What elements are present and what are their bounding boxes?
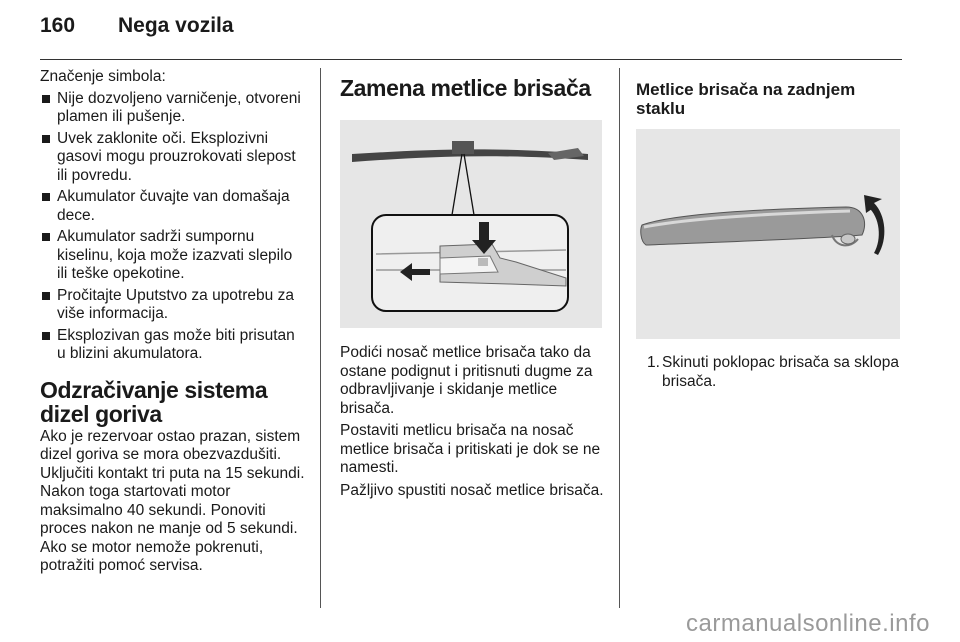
header-rule	[40, 59, 902, 60]
section-heading-diesel: Odzračivanje sistema dizel goriva	[40, 376, 268, 427]
rear-wiper-drawing	[636, 129, 900, 339]
wiper-blade-drawing	[340, 120, 602, 328]
column-left	[40, 68, 305, 576]
column-right	[636, 68, 901, 391]
wiper-step-2: Postaviti metlicu brisača na nosač metlice brisača i pritiskati je dok se ne namesti.	[340, 422, 601, 476]
wiper-step-1: Podići nosač metlice brisača tako da ostane podignut i pritisnuti dugme za odbravljivanje i skidanje metlice brisača.	[340, 344, 593, 417]
column-divider-1	[320, 68, 321, 608]
diesel-body-text: Ako je rezervoar ostao prazan, sistem dizel goriva se mora obezvazdušiti. Uključiti kontakt tri puta na 15 sekundi. Nakon toga startovati motor maksimalno 40 sekundi. Ponoviti proces nakon ne manje od 5 sekundi. Ako se motor nemože pokrenuti, potražiti pomoć servisa.	[40, 427, 305, 574]
wiper-step-3: Pažljivo spustiti nosač metlice brisača.	[340, 481, 604, 499]
watermark-text: carmanualsonline.info	[686, 610, 930, 637]
section-heading-rear-wiper: Metlice brisača na zadnjem staklu	[636, 80, 856, 118]
section-heading-wiper: Zamena metlice brisača	[340, 75, 591, 101]
list-item	[636, 354, 901, 391]
list-item: Akumulator čuvajte van domašaja dece.	[40, 188, 305, 225]
page-number: 160	[40, 14, 76, 37]
list-item: Akumulator sadrži sumpornu kiselinu, koja može izazvati slepilo ili teške opekotine.	[40, 228, 305, 284]
wiper-blade-illustration	[340, 120, 602, 328]
list-item: Uvek zaklonite oči. Eksplozivni gasovi mogu prouzrokovati slepost ili povredu.	[40, 130, 305, 186]
symbol-list	[40, 90, 305, 364]
list-item: Pročitajte Uputstvo za upotrebu za više informacija.	[40, 287, 305, 324]
list-item: Nije dozvoljeno varničenje, otvoreni plamen ili pušenje.	[40, 90, 305, 127]
rear-wiper-illustration	[636, 129, 900, 339]
page-title: Nega vozila	[118, 14, 234, 37]
column-divider-2	[619, 68, 620, 608]
column-middle	[340, 68, 605, 504]
symbols-intro: Značenje simbola:	[40, 68, 166, 85]
rear-wiper-steps	[636, 354, 901, 391]
step-text: Skinuti poklopac brisača sa sklopa brisača.	[662, 354, 899, 390]
list-item: Eksplozivan gas može biti prisutan u blizini akumulatora.	[40, 327, 305, 364]
step-number: 1.	[647, 354, 660, 371]
